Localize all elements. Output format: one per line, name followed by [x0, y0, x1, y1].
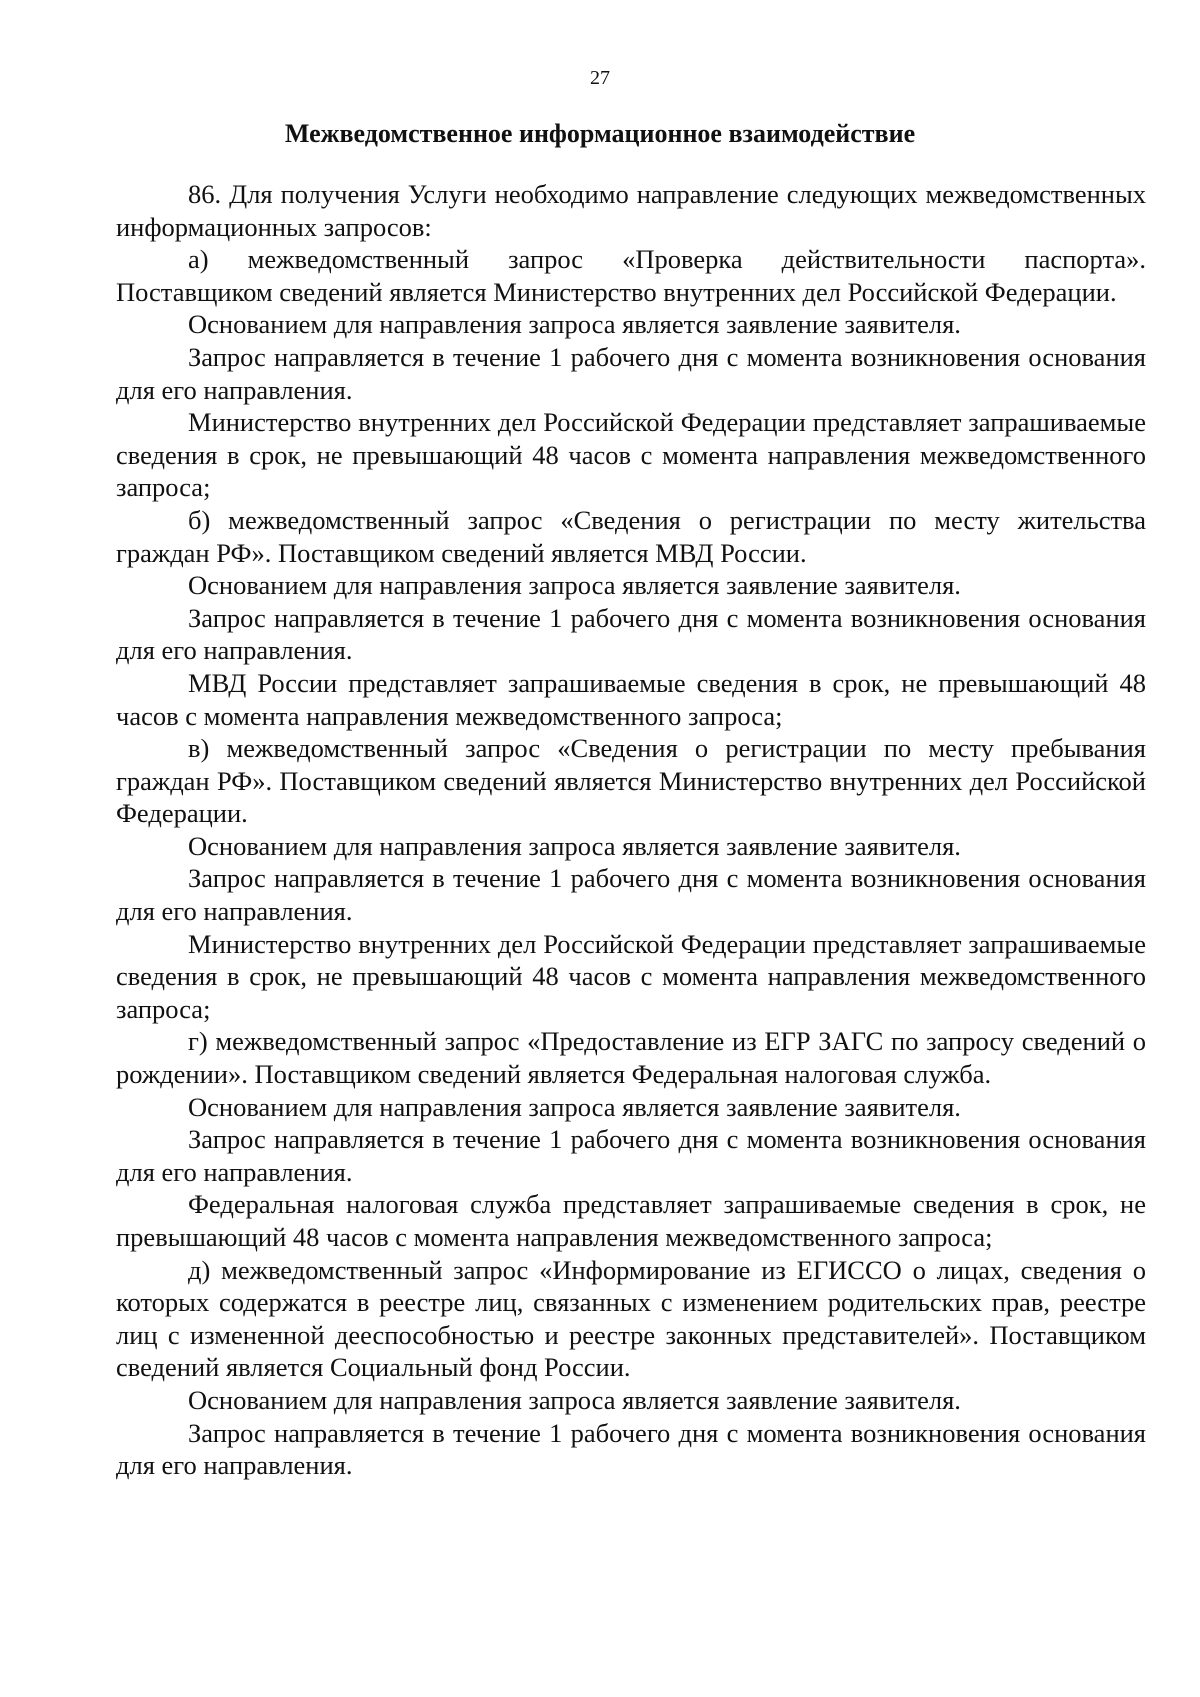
paragraph: Основанием для направления запроса является заявление заявителя. [188, 309, 961, 340]
paragraph: Основанием для направления запроса является заявление заявителя. [188, 570, 961, 601]
paragraph: Основанием для направления запроса является заявление заявителя. [188, 1091, 961, 1122]
paragraph: Запрос направляется в течение 1 рабочего дня с момента возникновения основания для его направления. [116, 1124, 1146, 1187]
paragraph: Министерство внутренних дел Российской Федерации представляет запрашиваемые сведения в срок, не превышающий 48 часов с момента направления межведомственного запроса; [116, 407, 1146, 503]
paragraph: а) межведомственный запрос «Проверка действительности паспорта». Поставщиком сведений является Министерство внутренних дел Российской Федерации. [116, 244, 1146, 307]
paragraph: д) межведомственный запрос «Информирование из ЕГИССО о лицах, сведения о которых содержатся в реестре лиц, связанных с изменением родительских прав, реестре лиц с измененной дееспособностью и реестре законных представителей». Поставщиком сведений является Социальный фонд России. [116, 1254, 1146, 1383]
paragraph: МВД России представляет запрашиваемые сведения в срок, не превышающий 48 часов с момента направления межведомственного запроса; [116, 667, 1146, 731]
section-title: Межведомственное информационное взаимодействие [284, 119, 916, 148]
paragraph: б) межведомственный запрос «Сведения о регистрации по месту жительства граждан РФ». Поставщиком сведений является МВД России. [116, 504, 1146, 568]
paragraph: в) межведомственный запрос «Сведения о регистрации по месту пребывания граждан РФ». Поставщиком сведений является Министерство внутренних дел Российской Федерации. [116, 733, 1146, 829]
paragraph: Запрос направляется в течение 1 рабочего дня с момента возникновения основания для его направления. [116, 341, 1146, 405]
paragraph: Запрос направляется в течение 1 рабочего дня с момента возникновения основания для его направления. [116, 863, 1146, 927]
page-number: 27 [590, 67, 610, 89]
paragraph: Запрос направляется в течение 1 рабочего дня с момента возникновения основания для его направления. [116, 1417, 1146, 1481]
paragraph: Основанием для направления запроса является заявление заявителя. [188, 830, 961, 861]
paragraph: Министерство внутренних дел Российской Федерации представляет запрашиваемые сведения в срок, не превышающий 48 часов с момента направления межведомственного запроса; [116, 928, 1146, 1024]
paragraph: 86. Для получения Услуги необходимо направление следующих межведомственных информационных запросов: [116, 179, 1146, 242]
body-text [116, 178, 1146, 1482]
paragraph: Федеральная налоговая служба представляет запрашиваемые сведения в срок, не превышающий 48 часов с момента направления межведомственного запроса; [116, 1189, 1146, 1252]
paragraph: Основанием для направления запроса является заявление заявителя. [188, 1384, 961, 1415]
paragraph: г) межведомственный запрос «Предоставление из ЕГР ЗАГС по запросу сведений о рождении». Поставщиком сведений является Федеральная налоговая служба. [116, 1026, 1146, 1090]
paragraph: Запрос направляется в течение 1 рабочего дня с момента возникновения основания для его направления. [116, 602, 1146, 666]
